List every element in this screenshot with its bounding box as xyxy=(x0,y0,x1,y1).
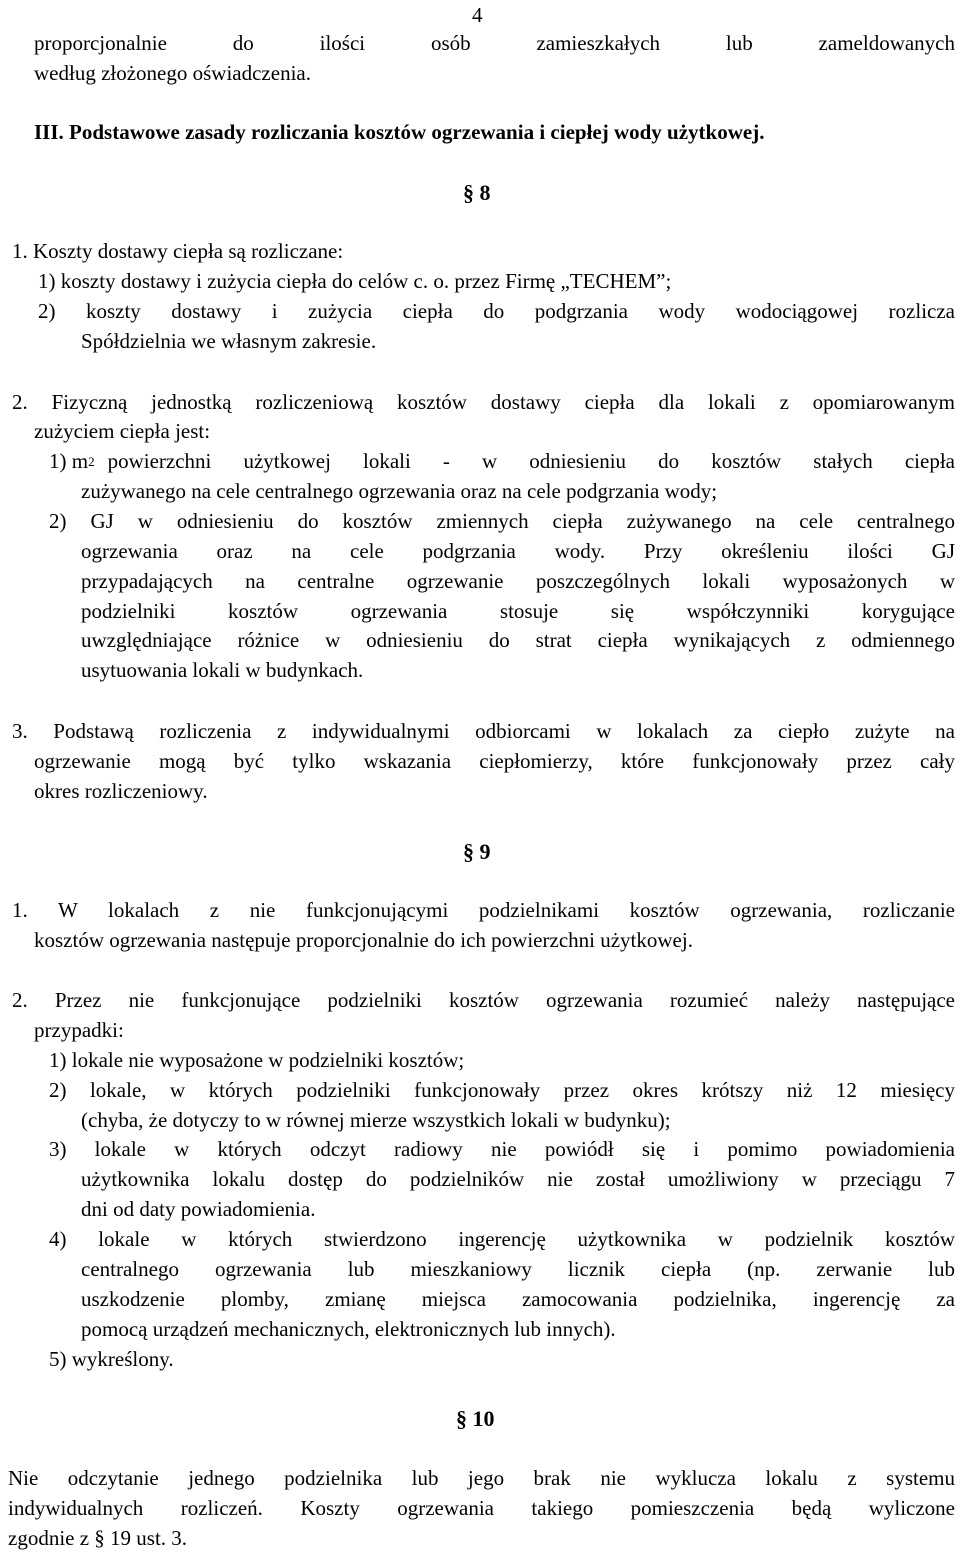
s8-p2-item2-line4: podzielniki kosztów ogrzewania stosuje się współczynniki korygujące xyxy=(81,599,955,623)
intro-line-2: według złożonego oświadczenia. xyxy=(34,61,311,85)
s10-line1: Nie odczytanie jednego podzielnika lub jego brak nie wyklucza lokalu z systemu xyxy=(8,1466,955,1490)
s8-p2-item2-line2: ogrzewania oraz na cele podgrzania wody. Przy określeniu ilości GJ xyxy=(81,539,955,563)
s8-p2-line2: zużyciem ciepła jest: xyxy=(34,419,211,443)
s8-p2-item1-prefix: 1) m xyxy=(49,449,89,473)
s8-p2-item1-line2: zużywanego na cele centralnego ogrzewania oraz na cele podgrzania wody; xyxy=(81,479,718,503)
s9-item4-line4: pomocą urządzeń mechanicznych, elektronicznych lub innych). xyxy=(81,1317,616,1341)
s9-item4-line1: 4) lokale w których stwierdzono ingerencję użytkownika w podzielnik kosztów xyxy=(49,1227,955,1251)
s8-p2-item1-line1: 1) m $^2$ powierzchni użytkowej lokali - w odniesieniu do kosztów stałych ciepła xyxy=(49,449,955,473)
section-9-title: § 9 xyxy=(463,839,491,864)
s8-p3-line1: 3. Podstawą rozliczenia z indywidualnymi odbiorcami w lokalach za ciepło zużyte na xyxy=(12,719,955,743)
intro-line-1: proporcjonalnie do ilości osób zamieszkałych lub zameldowanych xyxy=(34,31,955,55)
chapter-heading: III. Podstawowe zasady rozliczania kosztów ogrzewania i ciepłej wody użytkowej. xyxy=(34,120,765,144)
s9-p1-line1: 1. W lokalach z nie funkcjonującymi podzielnikami kosztów ogrzewania, rozliczanie xyxy=(12,898,955,922)
s9-item4-line2: centralnego ogrzewania lub mieszkaniowy licznik ciepła (np. zerwanie lub xyxy=(81,1257,955,1281)
s8-p3-line2: ogrzewanie mogą być tylko wskazania ciepłomierzy, które funkcjonowały przez cały xyxy=(34,749,955,773)
page-number: 4 xyxy=(472,3,483,27)
s9-p2-line1: 2. Przez nie funkcjonujące podzielniki kosztów ogrzewania rozumieć należy następujące xyxy=(12,988,955,1012)
s8-p1-item1: 1) koszty dostawy i zużycia ciepła do celów c. o. przez Firmę „TECHEM”; xyxy=(38,269,672,293)
s8-p1-lead: 1. Koszty dostawy ciepła są rozliczane: xyxy=(12,239,344,263)
section-10-title: § 10 xyxy=(456,1406,495,1431)
s8-p2-item1-text: powierzchni użytkowej lokali - w odniesieniu do kosztów stałych ciepła xyxy=(107,449,955,473)
s8-p3-line3: okres rozliczeniowy. xyxy=(34,779,208,803)
s9-item3-line2: użytkownika lokalu dostęp do podzielników nie został umożliwiony w przeciągu 7 xyxy=(81,1167,955,1191)
s10-line3: zgodnie z § 19 ust. 3. xyxy=(8,1526,188,1550)
s8-p2-item2-line1: 2) GJ w odniesieniu do kosztów zmiennych ciepła zużywanego na cele centralnego xyxy=(49,509,955,533)
s10-line2: indywidualnych rozliczeń. Koszty ogrzewania takiego pomieszczenia będą wyliczone xyxy=(8,1496,955,1520)
s9-item3-line1: 3) lokale w których odczyt radiowy nie powiódł się i pomimo powiadomienia xyxy=(49,1137,955,1161)
s8-p1-item2-line2: Spółdzielnia we własnym zakresie. xyxy=(81,329,377,353)
s8-p2-item2-line6: usytuowania lokali w budynkach. xyxy=(81,658,364,682)
s8-p2-item2-line5: uwzględniające różnice w odniesieniu do strat ciepła wynikających z odmiennego xyxy=(81,628,955,652)
s8-p2-item2-line3: przypadających na centralne ogrzewanie poszczególnych lokali wyposażonych w xyxy=(81,569,955,593)
s9-item5: 5) wykreślony. xyxy=(49,1347,174,1371)
s9-item3-line3: dni od daty powiadomienia. xyxy=(81,1197,316,1221)
s8-p2-line1: 2. Fizyczną jednostką rozliczeniową kosztów dostawy ciepła dla lokali z opomiarowanym xyxy=(12,390,955,414)
section-8-title: § 8 xyxy=(463,180,491,205)
s8-p1-item2-line1: 2) koszty dostawy i zużycia ciepła do podgrzania wody wodociągowej rozlicza xyxy=(38,299,955,323)
s9-item1: 1) lokale nie wyposażone w podzielniki kosztów; xyxy=(49,1048,465,1072)
s9-p1-line2: kosztów ogrzewania następuje proporcjonalnie do ich powierzchni użytkowej. xyxy=(34,928,693,952)
s9-item2-line2: (chyba, że dotyczy to w równej mierze wszystkich lokali w budynku); xyxy=(81,1108,671,1132)
s9-item2-line1: 2) lokale, w których podzielniki funkcjonowały przez okres krótszy niż 12 miesięcy xyxy=(49,1078,955,1102)
s9-p2-line2: przypadki: xyxy=(34,1018,124,1042)
s9-item4-line3: uszkodzenie plomby, zmianę miejsca zamocowania podzielnika, ingerencję za xyxy=(81,1287,955,1311)
